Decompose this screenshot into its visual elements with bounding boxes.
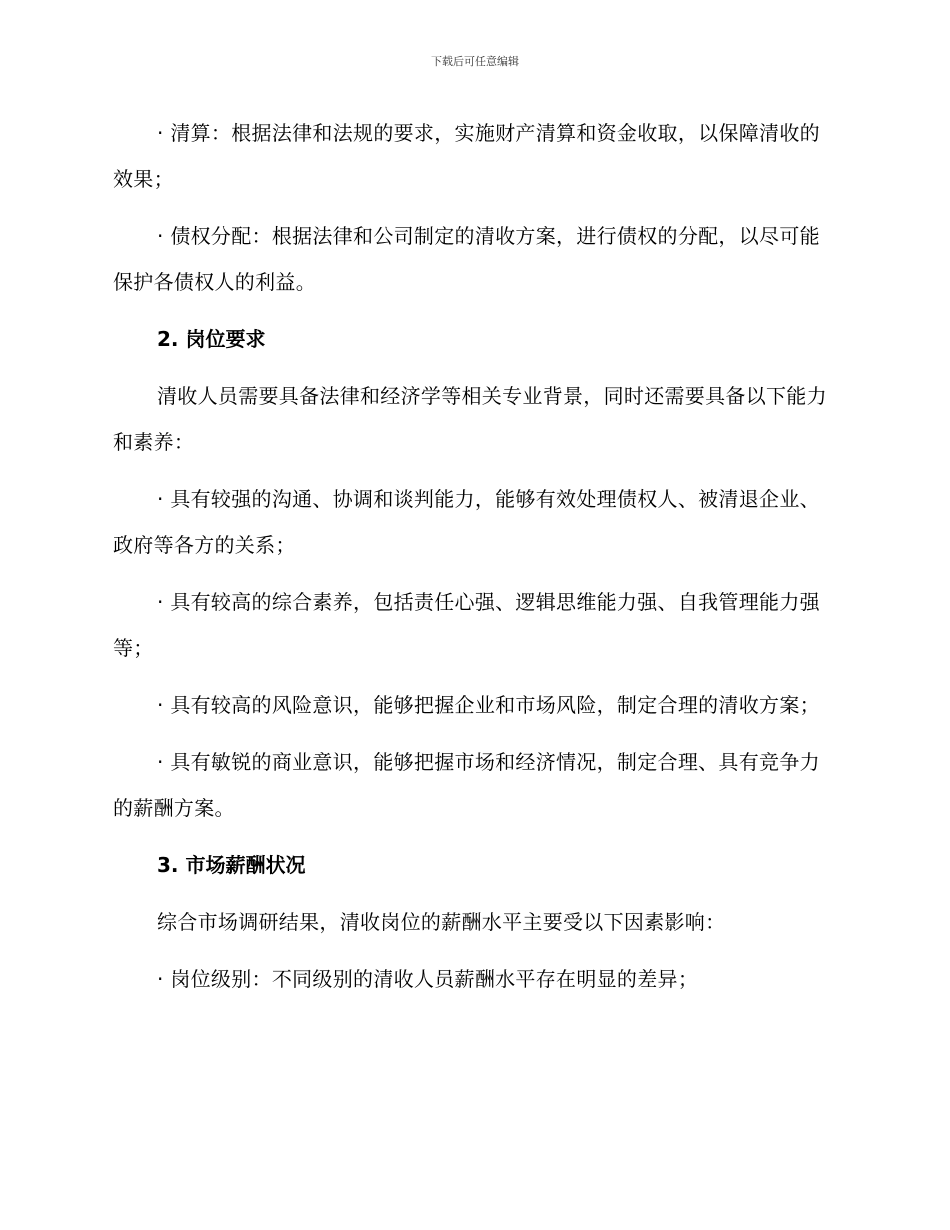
paragraph-pay-factors-intro: 综合市场调研结果，清收岗位的薪酬水平主要受以下因素影响： <box>157 910 726 934</box>
bullet-paragraph-communication: · 具有较强的沟通、协调和谈判能力，能够有效处理债权人、被清退企业、政府等各方的关系； <box>113 487 820 557</box>
bullet-paragraph-business-awareness: · 具有敏锐的商业意识，能够把握市场和经济情况，制定合理、具有竞争力的薪酬方案。 <box>113 750 820 820</box>
bullet-paragraph-liquidation: · 清算：根据法律和法规的要求，实施财产清算和资金收取，以保障清收的效果； <box>113 121 820 191</box>
bullet-paragraph-risk-awareness: · 具有较高的风险意识，能够把握企业和市场风险，制定合理的清收方案； <box>157 693 820 717</box>
bullet-paragraph-job-level: · 岗位级别：不同级别的清收人员薪酬水平存在明显的差异； <box>157 967 699 991</box>
bullet-paragraph-claim-distribution: · 债权分配：根据法律和公司制定的清收方案，进行债权的分配，以尽可能保护各债权人的利益。 <box>113 224 820 294</box>
paragraph-requirements-intro: 清收人员需要具备法律和经济学等相关专业背景，同时还需要具备以下能力和素养： <box>113 384 827 454</box>
section-heading-job-requirements: 2. 岗位要求 <box>157 327 266 351</box>
section-heading-market-pay: 3. 市场薪酬状况 <box>157 853 306 877</box>
page-header-note: 下载后可任意编辑 <box>431 55 519 68</box>
document-body <box>113 110 831 1013</box>
bullet-paragraph-qualities: · 具有较高的综合素养，包括责任心强、逻辑思维能力强、自我管理能力强等； <box>113 590 820 660</box>
